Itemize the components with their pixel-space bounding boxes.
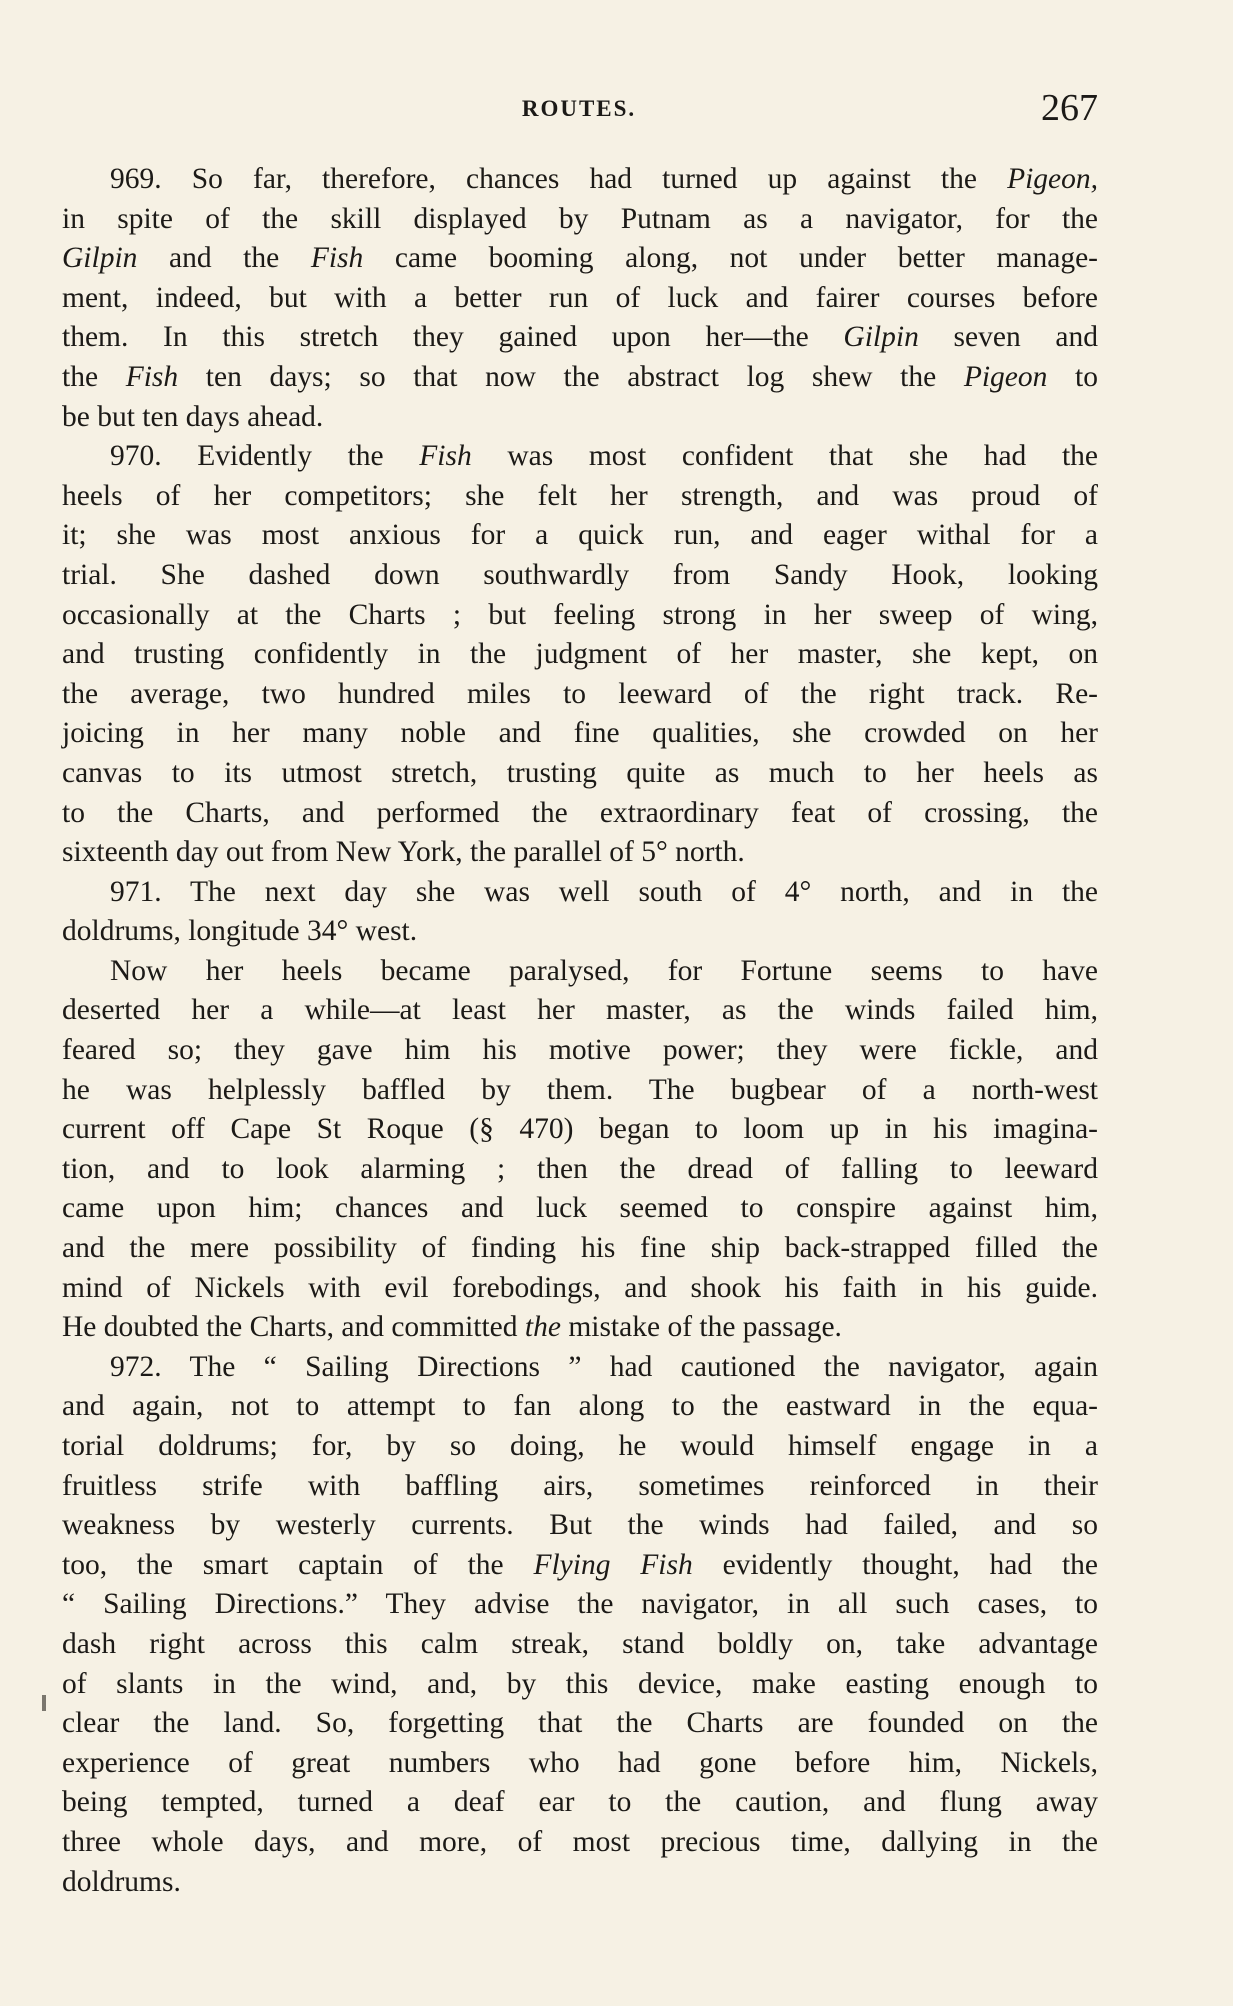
text-line (62, 1546, 1098, 1586)
italic-text: Pigeon, (1007, 163, 1098, 195)
text-line (62, 398, 1098, 438)
text-segment: ten days; so that now the abstract log shew the (178, 360, 964, 393)
text-line (62, 1189, 1098, 1229)
text-segment: in spite of the skill displayed by Putnam as a navigator, for the (62, 202, 1098, 235)
italic-text: Fish (419, 440, 472, 473)
text-segment: current off Cape St Roque (§ 470) began to loom up in his imagina- (62, 1113, 1098, 1146)
text-line (62, 1150, 1098, 1190)
margin-mark (42, 1695, 46, 1711)
page-number: 267 (1041, 87, 1098, 129)
text-segment: ment, indeed, but with a better run of luck and fairer courses before (62, 281, 1098, 314)
text-line (62, 437, 1098, 477)
text-segment: 969. So far, therefore, chances had turned up against the (110, 163, 1008, 195)
text-line (62, 318, 1098, 358)
italic-text: Gilpin (62, 242, 138, 275)
text-segment: Now her heels became paralysed, for Fortune seems to have (110, 954, 1098, 987)
text-line (62, 1704, 1098, 1744)
text-line (62, 516, 1098, 556)
body-text (62, 160, 1098, 1902)
text-line (62, 477, 1098, 517)
text-segment: of slants in the wind, and, by this device, make easting enough to (62, 1667, 1098, 1700)
text-line (62, 833, 1098, 873)
text-segment: it; she was most anxious for a quick run, and eager withal for a (62, 519, 1098, 552)
text-segment: tion, and to look alarming ; then the dread of falling to leeward (62, 1152, 1098, 1185)
text-segment: trial. She dashed down southwardly from Sandy Hook, looking (62, 558, 1098, 591)
text-segment: weakness by westerly currents. But the winds had failed, and so (62, 1509, 1098, 1542)
text-line (62, 1348, 1098, 1388)
text-line (62, 912, 1098, 952)
text-segment: fruitless strife with baffling airs, sometimes reinforced in their (62, 1469, 1098, 1502)
text-segment: he was helplessly baffled by them. The bugbear of a north-west (62, 1073, 1098, 1106)
text-segment: them. In this stretch they gained upon her—the (62, 321, 844, 354)
text-segment: 972. The “ Sailing Directions ” had cautioned the navigator, again (110, 1350, 1098, 1383)
text-line (62, 358, 1098, 398)
text-segment: seven and (918, 321, 1098, 354)
text-line (62, 556, 1098, 596)
text-segment: came booming along, not under better manage- (363, 242, 1098, 275)
text-segment: experience of great numbers who had gone before him, Nickels, (62, 1746, 1098, 1779)
italic-text: Pigeon (963, 360, 1048, 393)
text-segment: He doubted the Charts, and committed (62, 1311, 525, 1344)
page-header (60, 86, 1098, 132)
text-segment: the average, two hundred miles to leeward of the right track. Re- (62, 677, 1098, 710)
text-segment: sixteenth day out from New York, the parallel of 5° north. (62, 836, 745, 869)
text-segment: and trusting confidently in the judgment of her master, she kept, on (62, 638, 1098, 671)
text-line (62, 279, 1098, 319)
text-line (62, 1387, 1098, 1427)
italic-text: the (524, 1311, 561, 1344)
text-line (62, 1863, 1098, 1903)
text-segment: came upon him; chances and luck seemed to conspire against him, (62, 1192, 1098, 1225)
text-line (62, 675, 1098, 715)
text-line (62, 200, 1098, 240)
text-line (62, 1031, 1098, 1071)
text-segment: deserted her a while—at least her master, as the winds failed him, (62, 994, 1098, 1027)
text-line (62, 991, 1098, 1031)
text-line (62, 714, 1098, 754)
text-segment: “ Sailing Directions.” They advise the navigator, in all such cases, to (62, 1588, 1098, 1621)
text-line (62, 1625, 1098, 1665)
text-segment: the (62, 360, 126, 393)
text-line (62, 1071, 1098, 1111)
italic-text: Gilpin (843, 321, 919, 354)
text-segment: be but ten days ahead. (62, 400, 324, 433)
text-line (62, 1110, 1098, 1150)
italic-text: Fish (310, 242, 364, 275)
text-segment: joicing in her many noble and fine qualities, she crowded on her (62, 717, 1098, 750)
text-line (62, 1506, 1098, 1546)
text-line (62, 239, 1098, 279)
text-line (62, 1665, 1098, 1705)
text-segment: and the mere possibility of finding his fine ship back-strapped filled the (62, 1232, 1098, 1265)
text-line (62, 160, 1098, 200)
text-line (62, 952, 1098, 992)
text-line (62, 1783, 1098, 1823)
italic-text: Flying Fish (533, 1548, 693, 1581)
italic-text: Fish (125, 360, 179, 393)
text-segment: doldrums. (62, 1865, 181, 1898)
text-segment: too, the smart captain of the (62, 1548, 534, 1581)
running-head: ROUTES. (521, 96, 637, 121)
text-segment: torial doldrums; for, by so doing, he would himself engage in a (62, 1430, 1098, 1462)
text-segment: mistake of the passage. (560, 1311, 842, 1344)
text-segment: doldrums, longitude 34° west. (62, 915, 418, 948)
text-segment: and again, not to attempt to fan along to the eastward in the equa- (62, 1390, 1098, 1423)
text-segment: being tempted, turned a deaf ear to the caution, and flung away (62, 1786, 1098, 1819)
text-line (62, 1427, 1098, 1467)
text-segment: three whole days, and more, of most precious time, dallying in the (62, 1825, 1098, 1858)
text-line (62, 873, 1098, 913)
text-segment: dash right across this calm streak, stand boldly on, take advantage (62, 1627, 1098, 1660)
text-segment: clear the land. So, forgetting that the Charts are founded on the (62, 1707, 1098, 1740)
text-segment: heels of her competitors; she felt her strength, and was proud of (62, 479, 1098, 512)
text-segment: mind of Nickels with evil forebodings, and shook his faith in his guide. (62, 1271, 1098, 1304)
text-segment: 971. The next day she was well south of 4° north, and in the (110, 875, 1098, 908)
text-segment: was most confident that she had the (471, 440, 1098, 473)
text-segment: 970. Evidently the (110, 440, 420, 473)
text-line (62, 1467, 1098, 1507)
text-line (62, 1823, 1098, 1863)
text-segment: and the (137, 242, 311, 275)
text-line (62, 1269, 1098, 1309)
text-line (62, 1585, 1098, 1625)
text-segment: occasionally at the Charts ; but feeling strong in her sweep of wing, (62, 598, 1098, 631)
text-line (62, 1308, 1098, 1348)
text-line (62, 1229, 1098, 1269)
text-line (62, 794, 1098, 834)
text-segment: to the Charts, and performed the extraordinary feat of crossing, the (62, 796, 1098, 829)
text-segment: to (1047, 360, 1098, 393)
text-line (62, 596, 1098, 636)
text-line (62, 1744, 1098, 1784)
text-line (62, 754, 1098, 794)
text-line (62, 635, 1098, 675)
text-segment: canvas to its utmost stretch, trusting quite as much to her heels as (62, 756, 1098, 789)
text-segment: feared so; they gave him his motive power; they were fickle, and (62, 1034, 1098, 1067)
text-segment: evidently thought, had the (692, 1548, 1099, 1581)
